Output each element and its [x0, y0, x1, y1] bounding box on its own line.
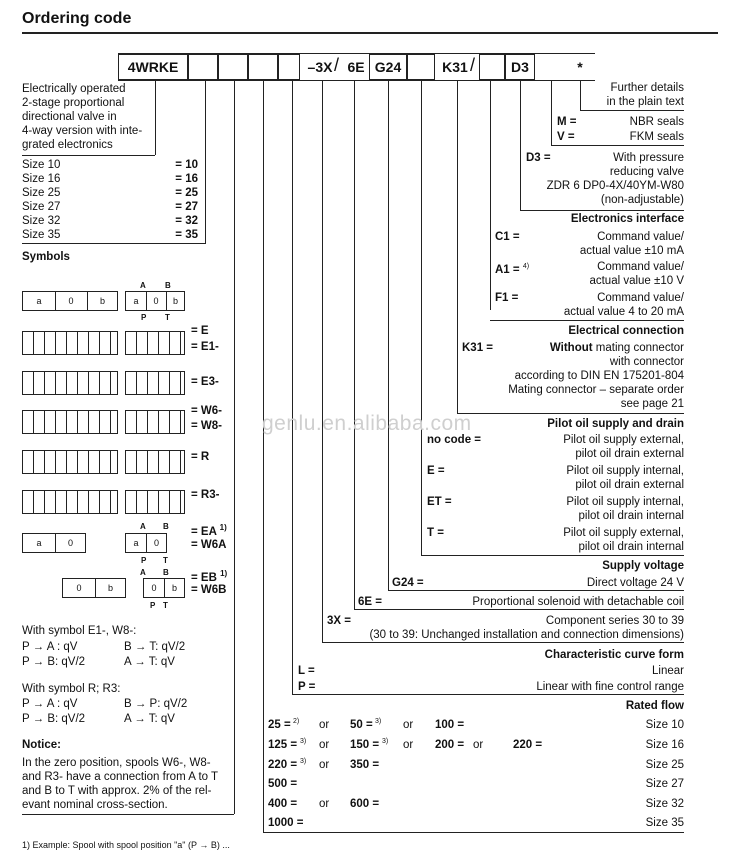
rated-code: 220 = — [268, 759, 298, 771]
rated-row — [268, 797, 684, 817]
valve-description — [22, 82, 142, 152]
flow-leader — [263, 80, 264, 832]
or-text: or — [403, 739, 414, 751]
notice-line: evant nominal cross-section. — [22, 799, 168, 811]
size-label: Size 27 — [22, 201, 61, 213]
rated-code: 200 = — [435, 739, 465, 751]
rated-row — [268, 816, 684, 832]
solenoid-rule — [354, 609, 684, 610]
label-R: = R — [191, 451, 210, 463]
if-line: Command value/ — [597, 261, 684, 273]
series-note: (30 to 39: Unchanged installation and connection dimensions) — [369, 629, 684, 641]
label-EB-text: = EB — [191, 571, 217, 584]
port-A-label: A — [140, 522, 146, 531]
pilot-line: pilot oil drain external — [575, 448, 684, 460]
label-E: = E — [191, 325, 209, 337]
flow-bp: B → P: qV/2 — [124, 698, 188, 710]
size-row — [22, 214, 198, 228]
port-b: b — [107, 583, 113, 593]
footnote: 1) Example: Spool with spool position "a" (P → B) ... — [22, 840, 230, 850]
further-line: Further details — [610, 82, 684, 94]
rated-code: 50 = — [350, 719, 373, 731]
label-E3: = E3- — [191, 376, 219, 388]
rated-code: 500 = — [268, 778, 298, 790]
pilot-text — [563, 526, 684, 554]
solenoid-leader — [354, 80, 355, 609]
seal-v-code: V = — [557, 131, 575, 143]
flow-bt: B → T: qV/2 — [124, 641, 186, 653]
code-voltage-box: G24 — [369, 54, 407, 80]
label-W8: = W8- — [191, 420, 222, 432]
conn-line: according to DIN EN 175201-804 — [514, 370, 684, 382]
rated-code: 150 = — [350, 739, 380, 751]
footnote-ref: 3) — [300, 758, 307, 765]
conn-without: Without — [549, 342, 593, 354]
label-R3: = R3- — [191, 489, 220, 501]
label-W6A: = W6A — [191, 539, 227, 551]
symbol-EB-short — [143, 578, 185, 598]
size-rule — [22, 243, 206, 244]
footnote-ref: 2) — [293, 718, 300, 725]
seal-m-text: NBR seals — [629, 116, 684, 128]
label-E1: = E1- — [191, 341, 219, 353]
rated-code: 25 = — [268, 719, 291, 731]
connection-code: K31 = — [462, 342, 494, 354]
series-rule — [322, 642, 684, 643]
interface-f1-text — [564, 291, 684, 319]
flow-at: A → T: qV — [124, 656, 175, 668]
pilot-line: pilot oil drain internal — [578, 510, 684, 522]
code-slash-2: / — [470, 55, 476, 75]
connection-rule — [457, 413, 684, 414]
further-line: in the plain text — [606, 96, 684, 108]
d3-line: (non-adjustable) — [600, 194, 684, 206]
d3-line: ZDR 6 DP0-4X/40YM-W80 — [546, 180, 684, 192]
rated-heading: Rated flow — [625, 700, 684, 712]
symbol-E-short — [125, 331, 185, 355]
rated-code: 1000 = — [268, 817, 304, 829]
size-label: Size 25 — [22, 187, 61, 199]
or-text: or — [319, 719, 330, 731]
pilot-line: Pilot oil supply external, — [563, 434, 684, 446]
port-a: a — [126, 534, 147, 552]
curve-p-text: Linear with fine control range — [536, 681, 684, 693]
pilot-line: Pilot oil supply internal, — [566, 496, 684, 508]
details-rule — [580, 110, 684, 111]
conn-line: Mating connector – separate order — [508, 384, 684, 396]
notice-rule — [22, 814, 234, 815]
if-line: Command value/ — [597, 292, 684, 304]
rated-size: Size 27 — [645, 778, 684, 790]
symbol-R-full — [22, 450, 118, 474]
code-series-box: 4WRKE — [118, 54, 188, 80]
symbols-heading: Symbols — [22, 251, 70, 263]
port-b: b — [171, 583, 177, 593]
notice-line: and B to T with approx. 2% of the rel- — [22, 785, 212, 797]
size-list — [22, 158, 198, 242]
symbol-R3-short — [125, 490, 185, 514]
port-A-label: A — [140, 281, 146, 290]
watermark: genlu.en.alibaba.com — [262, 412, 472, 435]
symbol-E3-short — [125, 371, 185, 395]
pilot-line: Pilot oil supply external, — [563, 527, 684, 539]
port-zero: 0 — [153, 538, 159, 548]
conn-line — [508, 341, 684, 355]
label-EB — [191, 569, 227, 584]
size-label: Size 32 — [22, 215, 61, 227]
valve-leader — [520, 80, 521, 210]
footnote-ref: 3) — [382, 738, 389, 745]
rated-size: Size 35 — [645, 817, 684, 829]
conn-mating: mating connector — [592, 342, 684, 354]
port-B-label: B — [163, 568, 169, 577]
pilot-text — [563, 433, 684, 461]
d3-line: reducing valve — [609, 166, 684, 178]
pilot-heading: Pilot oil supply and drain — [547, 418, 684, 430]
details-leader — [580, 80, 581, 110]
or-text: or — [473, 739, 484, 751]
curve-leader — [292, 80, 293, 694]
size-code: = 16 — [175, 173, 198, 185]
a1-code-text: A1 = — [495, 263, 520, 276]
pilot-line: pilot oil drain internal — [578, 541, 684, 553]
symbol-R-short — [125, 450, 185, 474]
notice-line: and R3- have a connection from A to T — [22, 771, 219, 783]
if-line: actual value 4 to 20 mA — [563, 306, 684, 318]
voltage-leader — [388, 80, 389, 590]
if-line: actual value ±10 V — [589, 275, 684, 287]
series-text: Component series 30 to 39 — [545, 615, 684, 627]
interface-c1-code: C1 = — [495, 231, 520, 243]
code-seal — [535, 54, 565, 80]
port-P-label: P — [141, 556, 147, 565]
supply-text: Direct voltage 24 V — [586, 577, 684, 589]
notice-text — [22, 756, 218, 812]
port-P-label: P — [141, 313, 147, 322]
supply-heading: Supply voltage — [602, 560, 684, 572]
further-details — [607, 81, 684, 109]
desc-line: 4-way version with inte- — [22, 125, 143, 137]
or-text: or — [319, 739, 330, 751]
port-zero: 0 — [146, 292, 167, 310]
code-valve-box: D3 — [505, 54, 535, 80]
pilot-text — [566, 495, 684, 523]
pilot-leader — [421, 80, 422, 555]
series-leader — [322, 80, 323, 642]
interface-rule — [490, 320, 684, 321]
rated-code: 125 = — [268, 739, 298, 751]
rated-code: 400 = — [268, 798, 298, 810]
size-label: Size 35 — [22, 229, 61, 241]
pilot-line: pilot oil drain external — [575, 479, 684, 491]
curve-p-code: P = — [298, 681, 316, 693]
code-size-box — [188, 54, 218, 80]
symbol-EA-full — [22, 533, 86, 553]
size-row — [22, 228, 198, 242]
rated-code: 600 = — [350, 798, 380, 810]
size-row — [22, 186, 198, 200]
curve-heading: Characteristic curve form — [544, 649, 684, 661]
symbol-leader — [234, 80, 235, 814]
size-code: = 35 — [175, 229, 198, 241]
port-a: a — [23, 292, 56, 310]
pilot-code: ET = — [427, 496, 452, 508]
rated-row — [268, 738, 684, 758]
flow-pb: P → B: qV/2 — [22, 656, 86, 668]
pilot-code: T = — [427, 527, 444, 539]
desc-rule — [22, 155, 155, 156]
port-zero: 0 — [55, 292, 88, 310]
code-pilot-box — [407, 54, 435, 80]
flow-note-r: With symbol R; R3: — [22, 683, 121, 695]
d3-code: D3 = — [526, 152, 551, 164]
seal-leader — [551, 80, 552, 145]
rated-row — [268, 718, 684, 738]
symbol-EA-short — [125, 533, 167, 553]
flow-pa: P → A : qV — [22, 641, 78, 653]
curve-rule — [292, 694, 684, 695]
symbol-W6-full — [22, 410, 118, 434]
if-line: Command value/ — [597, 231, 684, 243]
code-details: * — [565, 54, 595, 80]
pilot-code: no code = — [427, 434, 481, 446]
port-T-label: T — [163, 556, 168, 565]
size-code: = 27 — [175, 201, 198, 213]
rated-size: Size 16 — [645, 739, 684, 751]
page-title: Ordering code — [22, 10, 132, 27]
footnote-ref: 4) — [522, 263, 530, 270]
label-EA — [191, 523, 227, 538]
port-zero: 0 — [67, 538, 73, 548]
footnote-ref: 3) — [375, 718, 382, 725]
curve-l-text: Linear — [652, 665, 684, 677]
code-interface-box — [479, 54, 505, 80]
series-code: 3X = — [327, 615, 351, 627]
footnote-ref: 1) — [220, 569, 228, 578]
supply-code: G24 = — [392, 577, 424, 589]
port-b: b — [172, 296, 178, 306]
seal-rule — [551, 145, 684, 146]
flow-note-e1: With symbol E1-, W8-: — [22, 625, 137, 637]
rated-code: 100 = — [435, 719, 465, 731]
size-row — [22, 158, 198, 172]
port-B-label: B — [163, 522, 169, 531]
code-flow-box — [248, 54, 278, 80]
or-text: or — [319, 759, 330, 771]
if-line: actual value ±10 mA — [579, 245, 684, 257]
size-leader — [205, 80, 206, 243]
symbol-R3-full — [22, 490, 118, 514]
symbol-center-spool — [22, 291, 118, 311]
symbol-E-full — [22, 331, 118, 355]
size-label: Size 10 — [22, 159, 61, 171]
notice-line: In the zero position, spools W6-, W8- — [22, 757, 211, 769]
code-solenoid: 6E — [343, 54, 369, 80]
interface-a1-code — [495, 260, 529, 277]
valve-rule — [520, 210, 684, 211]
size-label: Size 16 — [22, 173, 61, 185]
desc-line: Electrically operated — [22, 83, 126, 95]
symbol-W6-short — [125, 410, 185, 434]
connection-leader — [457, 80, 458, 413]
port-T-label: T — [163, 601, 168, 610]
port-b: b — [99, 296, 105, 306]
rated-row — [268, 777, 684, 797]
desc-line: 2-stage proportional — [22, 97, 125, 109]
symbol-EB-full — [62, 578, 126, 598]
flow-rule — [263, 832, 684, 833]
pilot-code: E = — [427, 465, 445, 477]
notice-heading: Notice: — [22, 739, 61, 751]
code-top-rule — [118, 53, 595, 54]
footnote-ref: 1) — [219, 523, 227, 532]
conn-line: with connector — [609, 356, 684, 368]
interface-c1-text — [580, 230, 684, 258]
code-connection: K31 — [435, 54, 475, 80]
interface-f1-code: F1 = — [495, 292, 519, 304]
connection-heading: Electrical connection — [568, 325, 684, 337]
pilot-rule — [421, 555, 684, 556]
pilot-line: Pilot oil supply internal, — [566, 465, 684, 477]
conn-line: see page 21 — [620, 398, 684, 410]
solenoid-text: Proportional solenoid with detachable coil — [472, 596, 684, 608]
solenoid-code: 6E = — [358, 596, 382, 608]
label-W6: = W6- — [191, 405, 222, 417]
symbol-E3-full — [22, 371, 118, 395]
port-T-label: T — [165, 313, 170, 322]
or-text: or — [403, 719, 414, 731]
symbol-small-spool — [125, 291, 185, 311]
d3-line: With pressure — [613, 152, 684, 164]
code-curve-box — [278, 54, 300, 80]
interface-a1-text — [589, 260, 684, 288]
interface-heading: Electronics interface — [570, 213, 684, 225]
code-bottom-rule — [118, 80, 595, 81]
port-P-label: P — [150, 601, 156, 610]
rated-size: Size 32 — [645, 798, 684, 810]
flow-at: A → T: qV — [124, 713, 175, 725]
port-A-label: A — [140, 568, 146, 577]
port-a: a — [126, 292, 147, 310]
port-a: a — [23, 534, 56, 552]
code-symbol-box — [218, 54, 248, 80]
seal-m-code: M = — [557, 116, 577, 128]
flow-pa: P → A : qV — [22, 698, 78, 710]
rated-size: Size 25 — [645, 759, 684, 771]
code-slash: / — [334, 55, 340, 75]
label-W6B: = W6B — [191, 584, 227, 596]
rated-size: Size 10 — [645, 719, 684, 731]
port-zero: 0 — [144, 579, 165, 597]
size-code: = 25 — [175, 187, 198, 199]
size-row — [22, 172, 198, 186]
seal-v-text: FKM seals — [629, 131, 684, 143]
port-zero: 0 — [63, 579, 96, 597]
connection-text — [508, 341, 684, 411]
flow-pb: P → B: qV/2 — [22, 713, 86, 725]
size-code: = 32 — [175, 215, 198, 227]
rated-code: 350 = — [350, 759, 380, 771]
rated-code: 220 = — [513, 739, 543, 751]
size-code: = 10 — [175, 159, 198, 171]
port-B-label: B — [165, 281, 171, 290]
desc-line: directional valve in — [22, 111, 117, 123]
pilot-text — [566, 464, 684, 492]
rated-row — [268, 758, 684, 778]
footnote-ref: 3) — [300, 738, 307, 745]
desc-leader — [155, 80, 156, 155]
desc-line: grated electronics — [22, 139, 113, 151]
voltage-rule — [388, 590, 684, 591]
or-text: or — [319, 798, 330, 810]
curve-l-code: L = — [298, 665, 315, 677]
size-row — [22, 200, 198, 214]
d3-text — [547, 151, 684, 207]
label-EA-text: = EA — [191, 525, 217, 538]
title-rule — [22, 32, 718, 34]
code-component-series: –3X — [300, 54, 340, 80]
interface-leader — [490, 80, 491, 310]
